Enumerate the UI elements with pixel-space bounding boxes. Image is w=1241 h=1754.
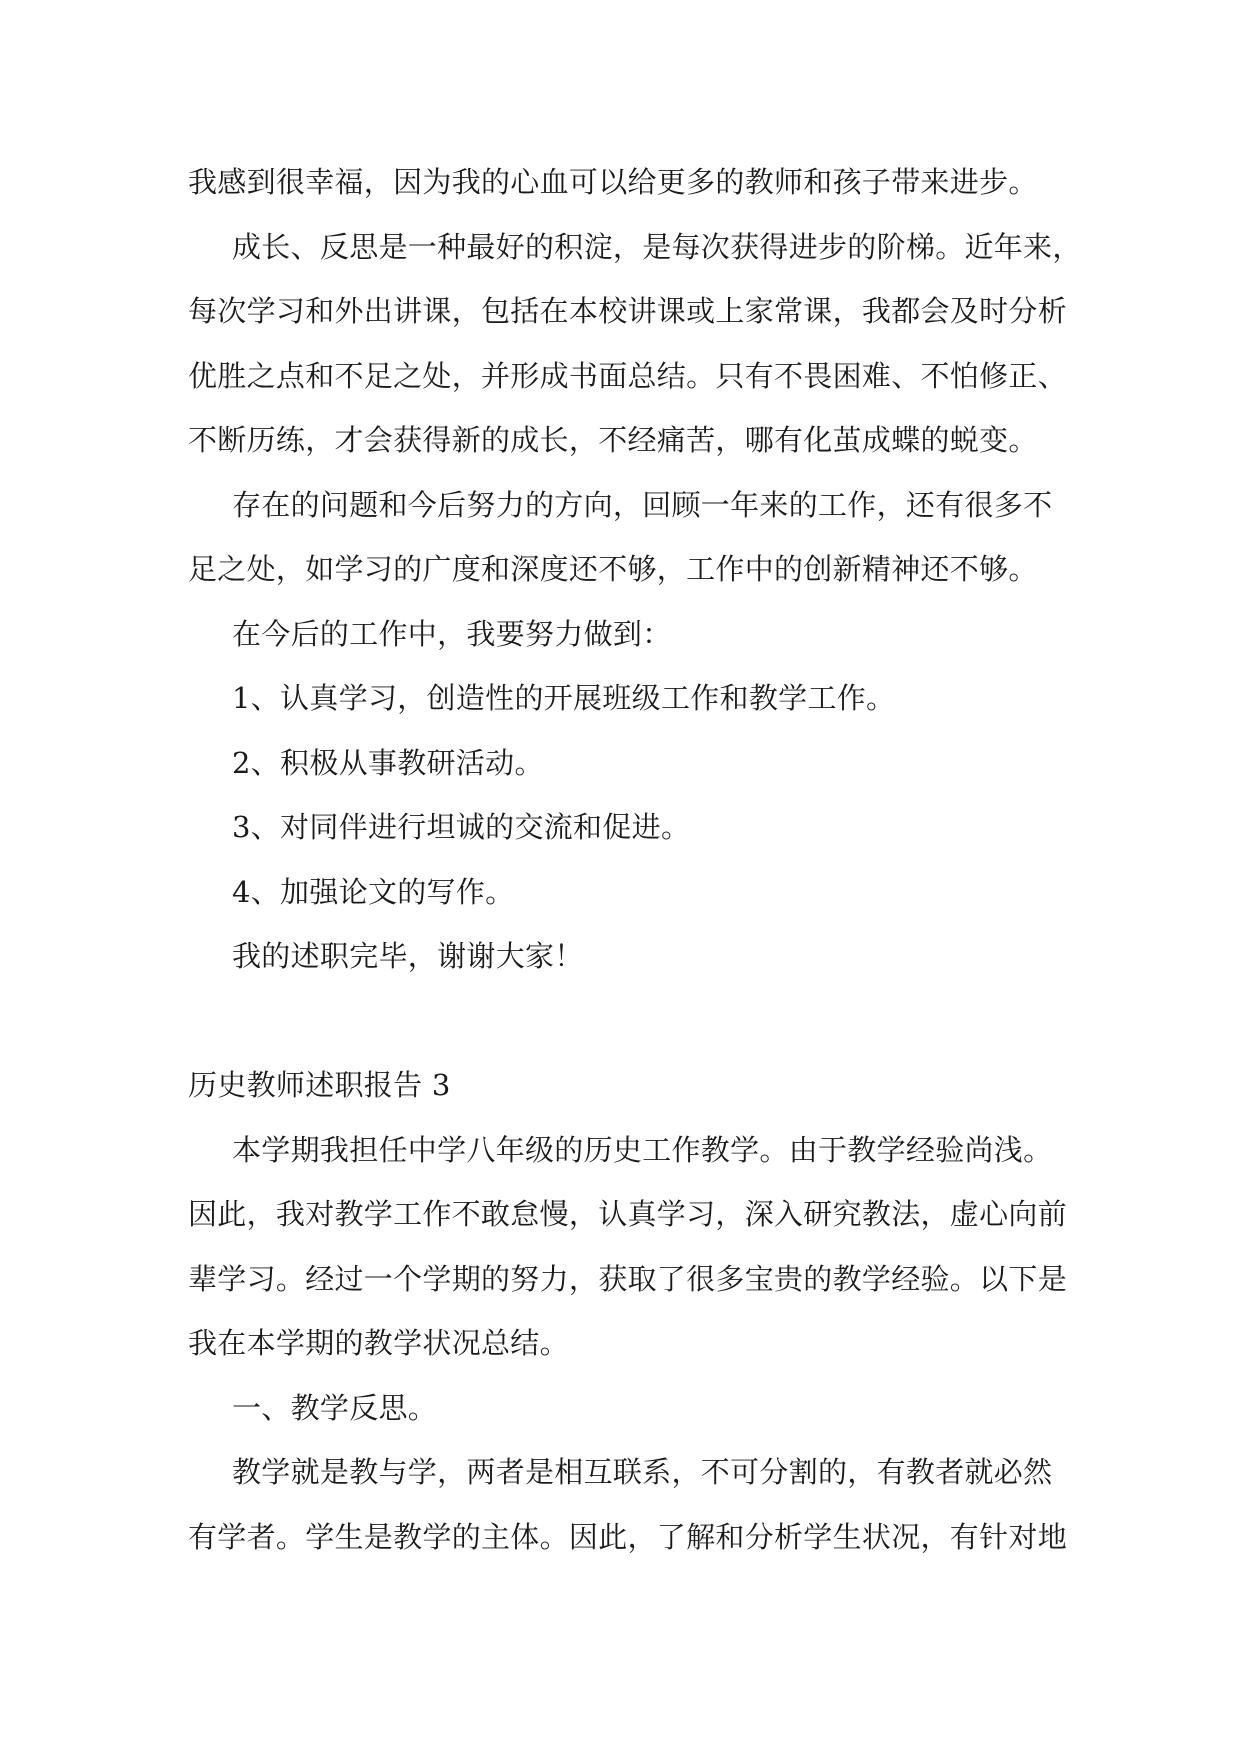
document-page bbox=[188, 150, 1082, 1569]
paragraph-line: 在今后的工作中，我要努力做到： bbox=[232, 616, 672, 651]
list-item: 1、认真学习，创造性的开展班级工作和教学工作。 bbox=[232, 681, 896, 715]
paragraph-line: 每次学习和外出讲课，包括在本校讲课或上家常课，我都会及时分析 bbox=[188, 294, 1068, 328]
list-item: 4、加强论文的写作。 bbox=[232, 874, 515, 909]
paragraph-line: 本学期我担任中学八年级的历史工作教学。由于教学经验尚浅。 bbox=[232, 1132, 1053, 1167]
paragraph-line: 成长、反思是一种最好的积淀，是每次获得进步的阶梯。近年来， bbox=[232, 229, 1082, 264]
paragraph-line: 存在的问题和今后努力的方向，回顾一年来的工作，还有很多不 bbox=[232, 487, 1053, 522]
paragraph-line: 我在本学期的教学状况总结。 bbox=[188, 1326, 569, 1360]
paragraph-line: 足之处，如学习的广度和深度还不够，工作中的创新精神还不够。 bbox=[188, 552, 1038, 586]
list-item: 3、对同伴进行坦诚的交流和促进。 bbox=[232, 810, 691, 844]
paragraph-line: 因此，我对教学工作不敢怠慢，认真学习，深入研究教法，虚心向前 bbox=[188, 1197, 1068, 1231]
subheading: 一、教学反思。 bbox=[232, 1390, 438, 1425]
paragraph-line: 我感到很幸福，因为我的心血可以给更多的教师和孩子带来进步。 bbox=[188, 165, 1038, 199]
paragraph-line: 教学就是教与学，两者是相互联系，不可分割的，有教者就必然 bbox=[232, 1455, 1053, 1489]
section-spacer bbox=[188, 989, 1068, 1054]
paragraph-line: 不断历练，才会获得新的成长，不经痛苦，哪有化茧成蝶的蜕变。 bbox=[188, 423, 1038, 457]
paragraph-line: 优胜之点和不足之处，并形成书面总结。只有不畏困难、不怕修正、 bbox=[188, 358, 1068, 393]
paragraph-line: 辈学习。经过一个学期的努力，获取了很多宝贵的教学经验。以下是 bbox=[188, 1261, 1068, 1296]
list-item: 2、积极从事教研活动。 bbox=[232, 745, 544, 780]
paragraph-line: 有学者。学生是教学的主体。因此，了解和分析学生状况，有针对地 bbox=[188, 1519, 1068, 1554]
section-title: 历史教师述职报告 3 bbox=[188, 1068, 451, 1102]
closing-line: 我的述职完毕，谢谢大家！ bbox=[232, 939, 584, 973]
